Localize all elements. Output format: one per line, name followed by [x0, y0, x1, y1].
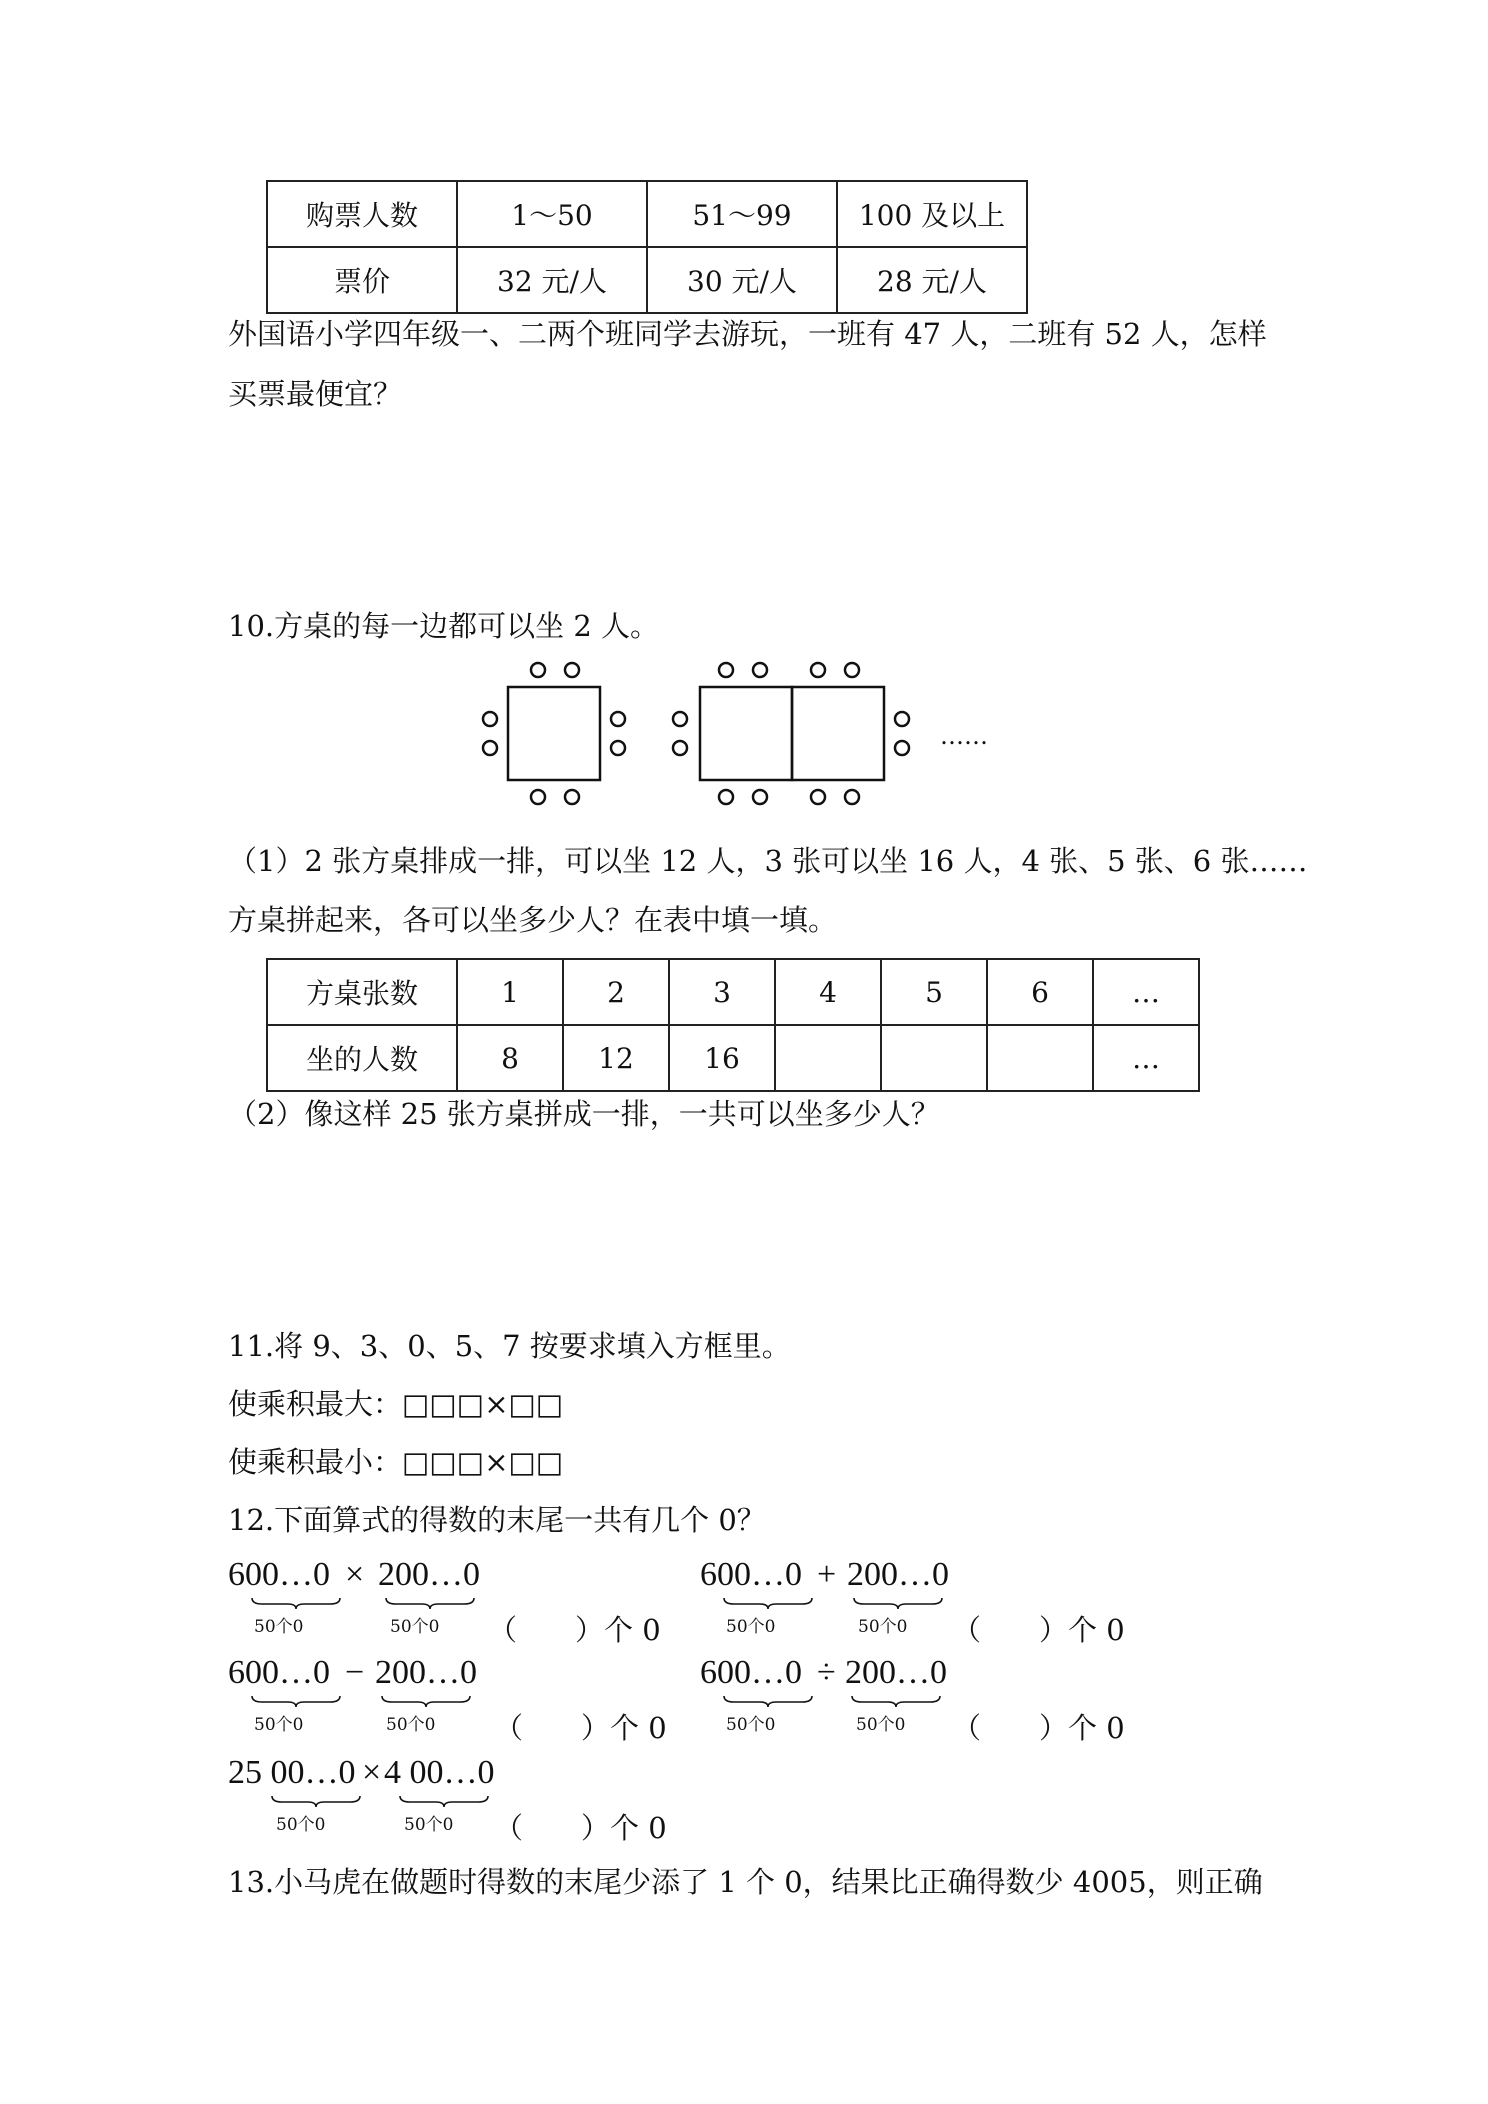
expr-right: 200…0: [378, 1556, 480, 1593]
brace-label: 50个0: [726, 1715, 776, 1735]
square-table-diagram: [470, 655, 990, 815]
q13-line1: 13.小马虎在做题时得数的末尾少添了 1 个 0，结果比正确得数少 4005，则正确: [228, 1865, 1263, 1899]
table-cell: 4: [775, 959, 881, 1025]
table-cell: …: [1093, 959, 1199, 1025]
table-cell: 购票人数: [267, 181, 457, 247]
underbrace: [398, 1794, 490, 1808]
q11-max-line: 使乘积最大：□□□×□□: [228, 1387, 564, 1421]
brace-label: 50个0: [856, 1715, 906, 1735]
table-cell: 3: [669, 959, 775, 1025]
answer-cell[interactable]: [775, 1025, 881, 1091]
expr-operator: +: [817, 1556, 837, 1593]
table-cell: 6: [987, 959, 1093, 1025]
table-cell: 30 元/人: [647, 247, 837, 313]
double-table-left: [700, 687, 792, 780]
expr-right: 200…0: [847, 1556, 949, 1593]
underbrace: [380, 1694, 472, 1708]
q12-title: 12.下面算式的得数的末尾一共有几个 0？: [228, 1503, 766, 1537]
table-row: [267, 1025, 1199, 1091]
table-cell: 1～50: [457, 181, 647, 247]
diagram-ellipsis: ……: [940, 722, 988, 750]
expr-operator: ×: [362, 1754, 382, 1791]
answer-blank[interactable]: （ ）个 0: [494, 1711, 667, 1745]
table-cell: 28 元/人: [837, 247, 1027, 313]
table-cell: 1: [457, 959, 563, 1025]
q10-title: 10.方桌的每一边都可以坐 2 人。: [228, 609, 660, 643]
brace-label: 50个0: [858, 1617, 908, 1637]
ticket-price-table: [266, 180, 1028, 314]
underbrace: [722, 1694, 814, 1708]
table-cell: 票价: [267, 247, 457, 313]
table-cell: 51～99: [647, 181, 837, 247]
table-row: [267, 247, 1027, 313]
brace-label: 50个0: [276, 1815, 326, 1835]
brace-label: 50个0: [390, 1617, 440, 1637]
seats-table: [266, 958, 1200, 1092]
single-table: [508, 687, 600, 780]
brace-label: 50个0: [254, 1715, 304, 1735]
answer-blank[interactable]: （ ）个 0: [494, 1811, 667, 1845]
answer-blank[interactable]: （ ）个 0: [952, 1711, 1125, 1745]
table-cell: 方桌张数: [267, 959, 457, 1025]
q10-part1-line1: （1）2 张方桌排成一排，可以坐 12 人，3 张可以坐 16 人，4 张、5 张、6 张……: [228, 844, 1308, 878]
brace-label: 50个0: [386, 1715, 436, 1735]
table-cell: 100 及以上: [837, 181, 1027, 247]
expr-operator: ÷: [817, 1654, 836, 1691]
table-cell: 5: [881, 959, 987, 1025]
table-cell: 32 元/人: [457, 247, 647, 313]
underbrace: [722, 1596, 814, 1610]
table-cell: 16: [669, 1025, 775, 1091]
answer-blank[interactable]: （ ）个 0: [952, 1613, 1125, 1647]
underbrace: [270, 1794, 362, 1808]
table-cell: …: [1093, 1025, 1199, 1091]
expr-left: 600…0: [700, 1556, 802, 1593]
brace-label: 50个0: [254, 1617, 304, 1637]
q11-title: 11.将 9、3、0、5、7 按要求填入方框里。: [228, 1329, 791, 1363]
expr-operator: −: [345, 1654, 365, 1691]
underbrace: [384, 1596, 476, 1610]
double-table-right: [792, 687, 884, 780]
q10-part1-line2: 方桌拼起来，各可以坐多少人？在表中填一填。: [228, 903, 838, 937]
brace-label: 50个0: [726, 1617, 776, 1637]
underbrace: [850, 1694, 942, 1708]
expr-left: 600…0: [228, 1556, 330, 1593]
q9-text-line1: 外国语小学四年级一、二两个班同学去游玩，一班有 47 人，二班有 52 人，怎样: [228, 317, 1267, 351]
answer-cell[interactable]: [987, 1025, 1093, 1091]
answer-blank[interactable]: （ ）个 0: [488, 1613, 661, 1647]
expr-right: 200…0: [375, 1654, 477, 1691]
q10-part2: （2）像这样 25 张方桌拼成一排，一共可以坐多少人？: [228, 1097, 940, 1131]
expr-left: 600…0: [228, 1654, 330, 1691]
underbrace: [250, 1694, 342, 1708]
table-row: [267, 181, 1027, 247]
table-row: [267, 959, 1199, 1025]
table-cell: 坐的人数: [267, 1025, 457, 1091]
answer-cell[interactable]: [881, 1025, 987, 1091]
expr-operator: ×: [345, 1556, 365, 1593]
table-cell: 12: [563, 1025, 669, 1091]
brace-label: 50个0: [404, 1815, 454, 1835]
table-cell: 2: [563, 959, 669, 1025]
underbrace: [250, 1596, 342, 1610]
expr-right: 200…0: [845, 1654, 947, 1691]
underbrace: [852, 1596, 944, 1610]
q9-text-line2: 买票最便宜？: [228, 377, 403, 411]
expr-left: 25 00…0: [228, 1754, 356, 1791]
expr-right: 4 00…0: [384, 1754, 495, 1791]
expr-left: 600…0: [700, 1654, 802, 1691]
table-cell: 8: [457, 1025, 563, 1091]
q11-min-line: 使乘积最小：□□□×□□: [228, 1445, 564, 1479]
